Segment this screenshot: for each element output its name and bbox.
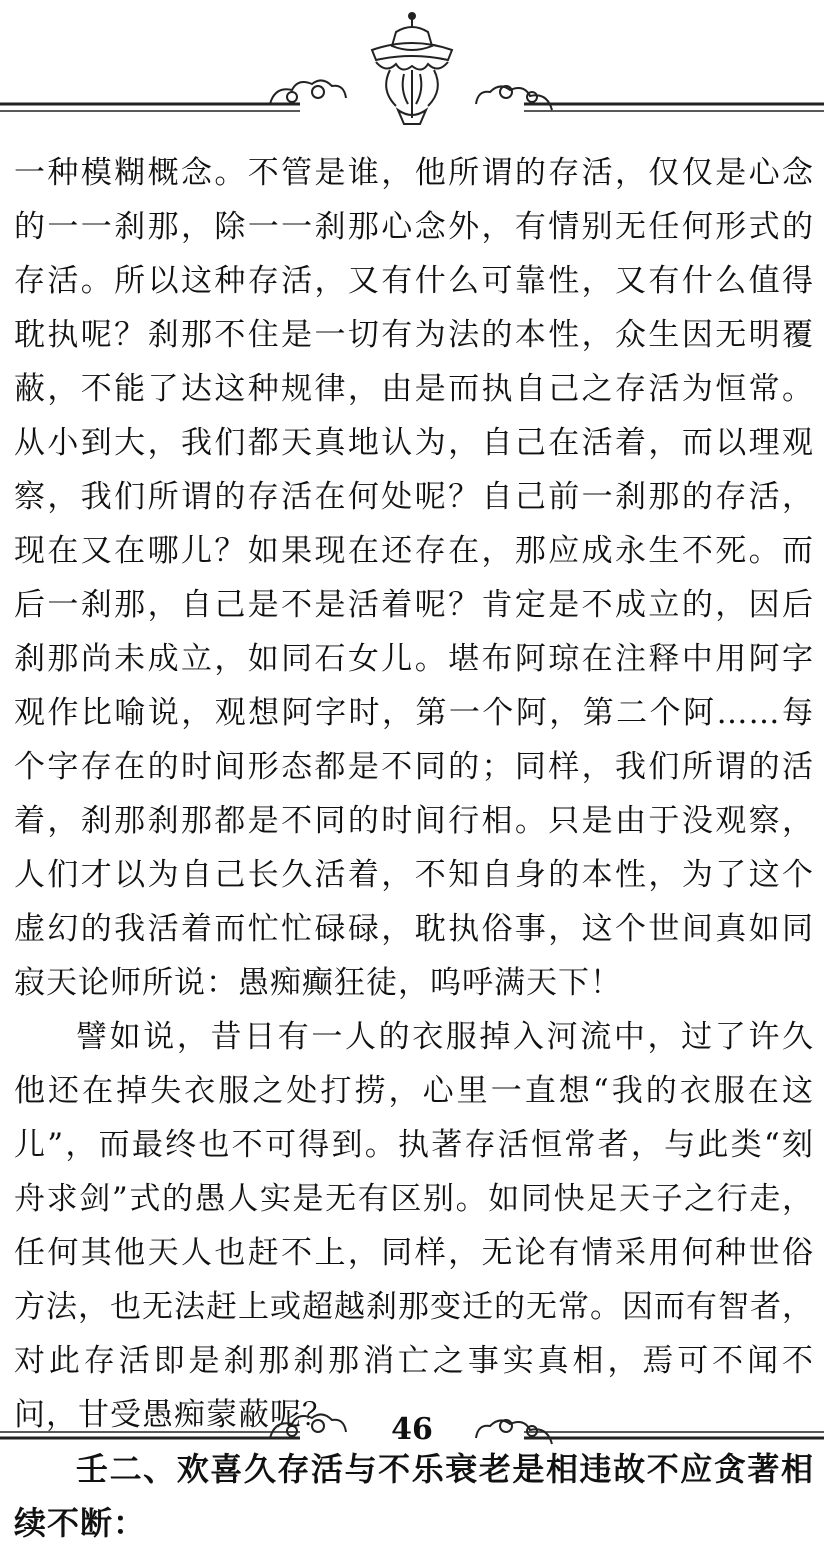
text-line: 儿”，而最终也不可得到。执著存活恒常者，与此类“刻 [14,1127,814,1163]
text-line: 刹那尚未成立，如同石女儿。堪布阿琼在注释中用阿字 [14,641,814,677]
text-line: 问，甘受愚痴蒙蔽呢？ [14,1397,334,1433]
text-line: 人们才以为自己长久活着，不知自身的本性，为了这个 [14,857,814,893]
text-line: 他还在掉失衣服之处打捞，心里一直想“我的衣服在这 [14,1073,814,1109]
text-line: 存活。所以这种存活，又有什么可靠性，又有什么值得 [14,263,814,299]
text-line: 从小到大，我们都天真地认为，自己在活着，而以理观 [14,425,814,461]
text-line: 后一刹那，自己是不是活着呢？肯定是不成立的，因后 [14,587,814,623]
text-line: 蔽，不能了达这种规律，由是而执自己之存活为恒常。 [14,371,814,407]
text-line: 的一一刹那，除一一刹那心念外，有情别无任何形式的 [14,209,814,245]
text-line: 对此存活即是刹那刹那消亡之事实真相，焉可不闻不 [14,1343,814,1379]
text-line: 一种模糊概念。不管是谁，他所谓的存活，仅仅是心念 [14,155,814,191]
text-line: 察，我们所谓的存活在何处呢？自己前一刹那的存活， [14,479,814,515]
text-line: 寂天论师所说：愚痴癫狂徒，呜呼满天下！ [14,965,622,1001]
text-line: 观作比喻说，观想阿字时，第一个阿，第二个阿……每 [14,695,814,731]
text-line: 耽执呢？刹那不住是一切有为法的本性，众生因无明覆 [14,317,814,353]
page-body [14,146,814,1550]
page-number: 46 [391,1412,433,1447]
text-line: 方法，也无法赶上或超越刹那变迁的无常。因而有智者， [14,1289,814,1325]
text-line: 虚幻的我活着而忙忙碌碌，耽执俗事，这个世间真如同 [14,911,814,947]
text-line: 个字存在的时间形态都是不同的；同样，我们所谓的活 [14,749,814,785]
text-line: 舟求剑”式的愚人实是无有区别。如同快足天子之行走， [14,1181,814,1217]
section-heading: 壬二、欢喜久存活与不乐衰老是相违故不应贪著相 [76,1450,814,1488]
section-heading: 续不断： [14,1504,147,1542]
text-line: 譬如说，昔日有一人的衣服掉入河流中，过了许久 [76,1019,814,1055]
umbrella-ornament-icon [0,0,824,140]
text-line: 着，刹那刹那都是不同的时间行相。只是由于没观察， [14,803,814,839]
header-ornament [0,0,824,140]
text-line: 任何其他天人也赶不上，同样，无论有情采用何种世俗 [14,1235,814,1271]
text-line: 现在又在哪儿？如果现在还存在，那应成永生不死。而 [14,533,814,569]
